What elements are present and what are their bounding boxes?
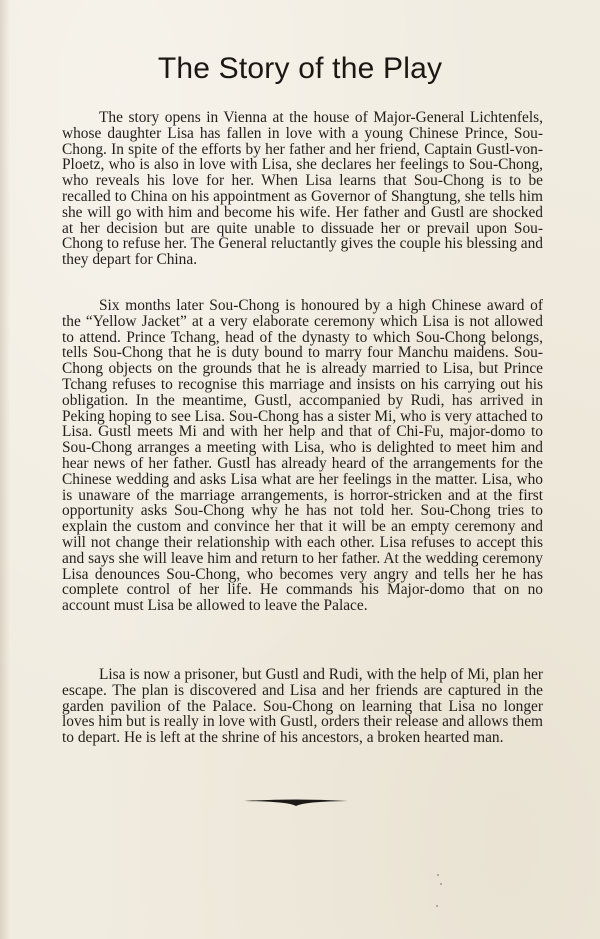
story-paragraph-3: Lisa is now a prisoner, but Gustl and Rudi, with the help of Mi, plan her escape. The plan is discovered and Lisa and her friends are captured in the garden pavilion of the Palace. Sou-Chong on learning that Lisa no longer loves him but is really in love with Gustl, orders their release and allows them to depart. He is left at the shrine of his ancestors, a broken hearted man. bbox=[62, 666, 543, 747]
page-edge-shadow bbox=[0, 0, 10, 939]
paper-speck bbox=[440, 883, 442, 885]
paper-speck bbox=[436, 905, 438, 907]
story-paragraph-2: Six months later Sou-Chong is honoured by a high Chinese award of the “Yellow Jacket” at a very elaborate ceremony which Lisa is not allowed to attend. Prince Tchang, head of the dynasty to which Sou-Chong belongs, tells Sou-Chong that he is duty bound to marry four Manchu maidens. Sou-Chong objects on the grounds that he is already married to Lisa, but Prince Tchang refuses to recognise this marriage and insists on his carrying out his obligation. In the meantime, Gustl, accompanied by Rudi, has arrived in Peking hoping to see Lisa. Sou-Chong has a sister Mi, who is very attached to Lisa. Gustl meets Mi and with her help and that of Chi-Fu, major-domo to Sou-Chong arranges a meeting with Lisa, who is delighted to meet him and hear news of her father. Gustl has already heard of the arrangements for the Chinese wedding and asks Lisa what are her feelings in the matter. Lisa, who is unaware of the marriage arrangements, is horror-stricken and at the first opportunity asks Sou-Chong why he has not told her. Sou-Chong tries to explain the custom and convince her that it will be an empty ceremony and will not change their relationship with each other. Lisa refuses to accept this and says she will leave him and return to her father. At the wedding ceremony Lisa denounces Sou-Chong, who becomes very angry and tells her he has complete control of her life. He commands his Major-domo that on no account must Lisa be allowed to leave the Palace. bbox=[62, 297, 543, 615]
ornamental-divider bbox=[244, 797, 348, 807]
page-title: The Story of the Play bbox=[157, 52, 443, 85]
story-paragraph-1: The story opens in Vienna at the house of Major-General Lichtenfels, whose daughter Lisa has fallen in love with a young Chinese Prince, Sou-Chong. In spite of the efforts by her father and her friend, Captain Gustl-von-Ploetz, who is also in love with Lisa, she declares her feelings to Sou-Chong, who reveals his love for her. When Lisa learns that Sou-Chong is to be recalled to China on his appointment as Governor of Shangtung, she tells him she will go with him and become his wife. Her father and Gustl are shocked at her decision but are quite unable to dissuade her or prevail upon Sou-Chong to refuse her. The General reluctantly gives the couple his blessing and they depart for China. bbox=[62, 109, 543, 269]
paper-speck bbox=[437, 874, 439, 876]
